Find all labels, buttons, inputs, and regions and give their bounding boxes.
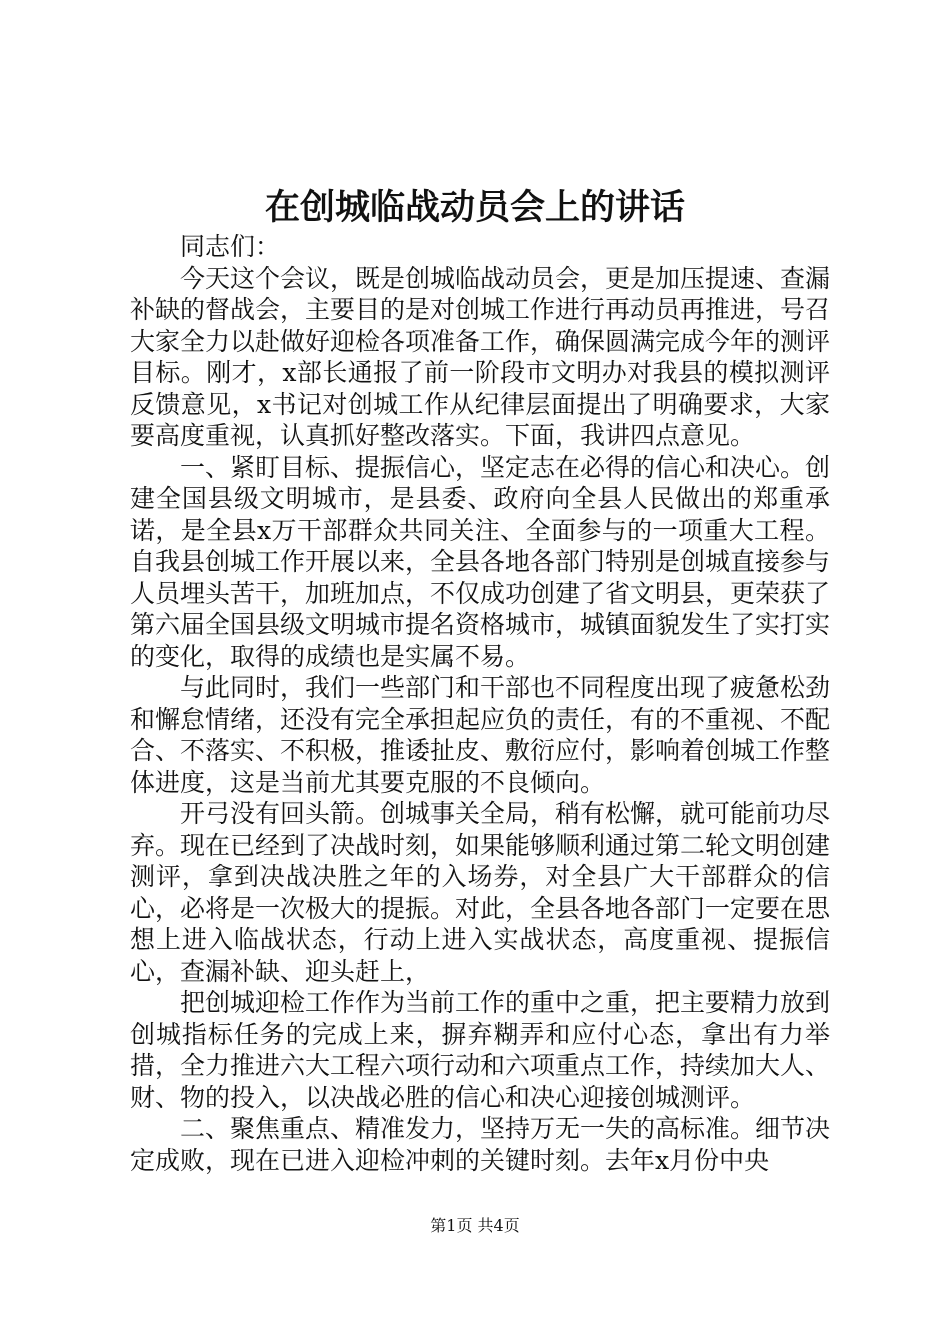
body-paragraph: 今天这个会议，既是创城临战动员会，更是加压提速、查漏补缺的督战会，主要目的是对创城工作进行再动员再推进，号召大家全力以赴做好迎检各项准备工作，确保圆满完成今年的测评目标。刚才，x部长通报了前一阶段市文明办对我县的模拟测评反馈意见，x书记对创城工作从纪律层面提出了明确要求，大家要高度重视，认真抓好整改落实。下面，我讲四点意见。: [130, 263, 831, 450]
document-title: 在创城临战动员会上的讲话: [264, 187, 685, 228]
body-paragraph: 把创城迎检工作作为当前工作的重中之重，把主要精力放到创城指标任务的完成上来，摒弃糊弄和应付心态，拿出有力举措，全力推进六大工程六项行动和六项重点工作，持续加大人、财、物的投入，以决战必胜的信心和决心迎接创城测评。: [130, 988, 831, 1112]
body-paragraph: 与此同时，我们一些部门和干部也不同程度出现了疲惫松劲和懈怠情绪，还没有完全承担起应负的责任，有的不重视、不配合、不落实、不积极，推诿扯皮、敷衍应付，影响着创城工作整体进度，这是当前尤其要克服的不良倾向。: [130, 673, 831, 797]
body-paragraph: 开弓没有回头箭。创城事关全局，稍有松懈，就可能前功尽弃。现在已经到了决战时刻，如果能够顺利通过第二轮文明创建测评，拿到决战决胜之年的入场券，对全县广大干部群众的信心，必将是一次极大的提振。对此，全县各地各部门一定要在思想上进入临战状态，行动上进入实战状态，高度重视、提振信心，查漏补缺、迎头赶上，: [130, 799, 831, 986]
page-footer: 第1页 共4页: [430, 1216, 520, 1235]
body-paragraph: 一、紧盯目标、提振信心，坚定志在必得的信心和决心。创建全国县级文明城市，是县委、政府向全县人民做出的郑重承诺，是全县x万干部群众共同关注、全面参与的一项重大工程。自我县创城工作开展以来，全县各地各部门特别是创城直接参与人员埋头苦干，加班加点，不仅成功创建了省文明县，更荣获了第六届全国县级文明城市提名资格城市，城镇面貌发生了实打实的变化，取得的成绩也是实属不易。: [130, 452, 831, 671]
document-body: [130, 231, 830, 1176]
body-paragraph: 二、聚焦重点、精准发力，坚持万无一失的高标准。细节决定成败，现在已进入迎检冲刺的关键时刻。去年x月份中央: [130, 1114, 831, 1175]
salutation-paragraph: 同志们：: [180, 232, 281, 261]
